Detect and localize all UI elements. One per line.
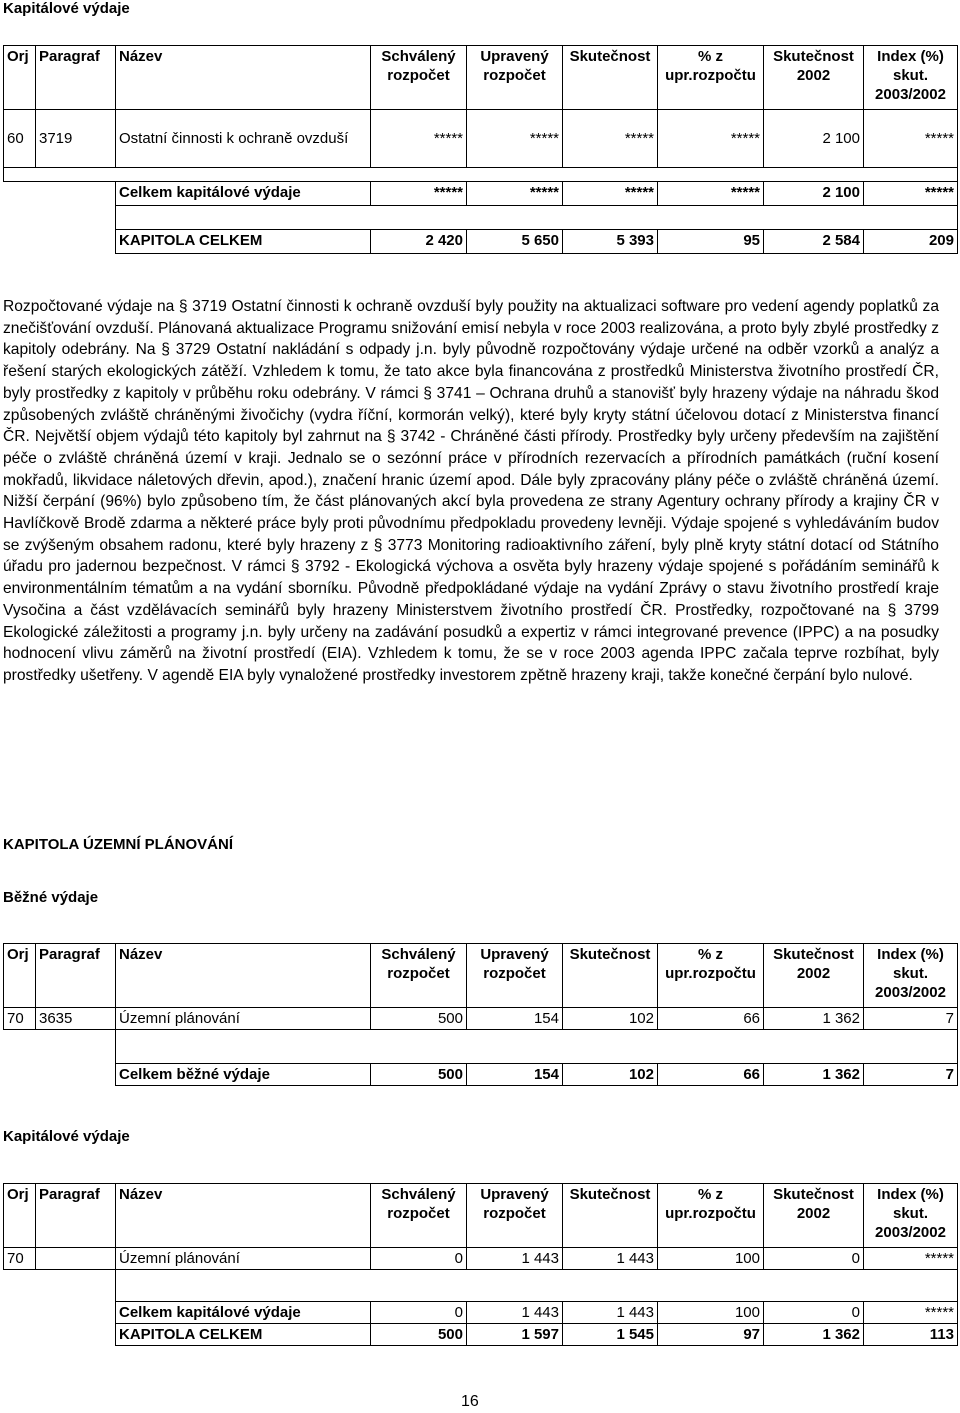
header-schvaleny: Schválený rozpočet [371,1184,467,1248]
cell-skutecnost-2002: 2 100 [764,110,864,168]
header-paragraf: Paragraf [36,46,116,110]
cell-paragraf: 3719 [36,110,116,168]
table-header-row [4,46,958,110]
cell-upraveny: ***** [467,110,563,168]
cell-paragraf [36,1248,116,1270]
table-row [4,1248,958,1270]
total-skutecnost: ***** [563,182,658,206]
header-nazev: Název [116,46,371,110]
cell-orj: 70 [4,1248,36,1270]
header-schvaleny: Schválený rozpočet [371,944,467,1008]
cell-skutecnost: 1 443 [563,1248,658,1270]
kapitola-schvaleny: 2 420 [371,230,467,254]
header-orj: Orj [4,944,36,1008]
header-nazev: Název [116,944,371,1008]
cell-skutecnost-2002: 0 [764,1248,864,1270]
total-skutecnost-2002: 0 [764,1302,864,1324]
total-label: Celkem kapitálové výdaje [116,182,371,206]
table-header-row [4,1184,958,1248]
kapitola-upraveny: 5 650 [467,230,563,254]
table-header-row [4,944,958,1008]
kapitola-index: 113 [864,1324,958,1346]
header-skutecnost: Skutečnost [563,944,658,1008]
total-skutecnost-2002: 2 100 [764,182,864,206]
total-schvaleny: ***** [371,182,467,206]
capital-table-2 [3,1183,958,1346]
total-upraveny: 1 443 [467,1302,563,1324]
spacer-row [4,206,958,230]
kapitola-skutecnost: 5 393 [563,230,658,254]
cell-orj: 60 [4,110,36,168]
cell-index: ***** [864,110,958,168]
cell-skutecnost: ***** [563,110,658,168]
kapitola-procento: 97 [658,1324,764,1346]
header-index: Index (%) skut. 2003/2002 [864,46,958,110]
kapitola-schvaleny: 500 [371,1324,467,1346]
header-procento: % z upr.rozpočtu [658,944,764,1008]
header-procento: % z upr.rozpočtu [658,46,764,110]
header-skutecnost-2002: Skutečnost 2002 [764,1184,864,1248]
kapitola-celkem-row [4,1324,958,1346]
header-skutecnost-2002: Skutečnost 2002 [764,46,864,110]
section-title-capital-2: Kapitálové výdaje [3,1128,130,1145]
total-skutecnost-2002: 1 362 [764,1064,864,1086]
kapitola-skutecnost-2002: 1 362 [764,1324,864,1346]
total-skutecnost: 102 [563,1064,658,1086]
cell-schvaleny: 0 [371,1248,467,1270]
header-upraveny: Upravený rozpočet [467,1184,563,1248]
cell-schvaleny: ***** [371,110,467,168]
total-upraveny: ***** [467,182,563,206]
cell-upraveny: 154 [467,1008,563,1030]
header-upraveny: Upravený rozpočet [467,46,563,110]
spacer-row [4,1030,958,1064]
total-label: Celkem běžné výdaje [116,1064,371,1086]
header-index: Index (%) skut. 2003/2002 [864,944,958,1008]
total-row [4,182,958,206]
cell-procento: 100 [658,1248,764,1270]
current-table [3,943,958,1086]
kapitola-index: 209 [864,230,958,254]
cell-nazev: Územní plánování [116,1008,371,1030]
table-row [4,1008,958,1030]
cell-schvaleny: 500 [371,1008,467,1030]
kapitola-skutecnost-2002: 2 584 [764,230,864,254]
total-skutecnost: 1 443 [563,1302,658,1324]
kapitola-procento: 95 [658,230,764,254]
header-skutecnost: Skutečnost [563,1184,658,1248]
section-title-capital-1: Kapitálové výdaje [3,0,130,17]
cell-nazev: Územní plánování [116,1248,371,1270]
cell-index: 7 [864,1008,958,1030]
kapitola-celkem-row [4,230,958,254]
total-procento: 100 [658,1302,764,1324]
total-procento: ***** [658,182,764,206]
kapitola-upraveny: 1 597 [467,1324,563,1346]
total-index: 7 [864,1064,958,1086]
header-skutecnost: Skutečnost [563,46,658,110]
cell-skutecnost: 102 [563,1008,658,1030]
header-schvaleny: Schválený rozpočet [371,46,467,110]
total-label: Celkem kapitálové výdaje [116,1302,371,1324]
cell-upraveny: 1 443 [467,1248,563,1270]
header-upraveny: Upravený rozpočet [467,944,563,1008]
cell-nazev: Ostatní činnosti k ochraně ovzduší [116,110,371,168]
page-number: 16 [461,1393,479,1410]
cell-paragraf: 3635 [36,1008,116,1030]
spacer-row [4,168,958,182]
header-skutecnost-2002: Skutečnost 2002 [764,944,864,1008]
total-row [4,1064,958,1086]
header-nazev: Název [116,1184,371,1248]
total-schvaleny: 500 [371,1064,467,1086]
chapter-title: KAPITOLA ÚZEMNÍ PLÁNOVÁNÍ [3,836,234,853]
total-index: ***** [864,1302,958,1324]
header-orj: Orj [4,46,36,110]
cell-procento: 66 [658,1008,764,1030]
body-paragraph: Rozpočtované výdaje na § 3719 Ostatní činnosti k ochraně ovzduší byly použity na aktualizaci software pro vedení agendy poplatků za znečišťování ovzduší. Plánovaná aktualizace Programu snižování emisí nebyla v roce 2003 realizována, a proto byly zbylé prostředky z kapitoly odebrány. Na § 3729 Ostatní nakládání s odpady j.n. byly původně rozpočtovány výdaje určené na odběr vzorků a analýz a řešení starých ekologických zátěží. Vzhledem k tomu, že tato akce byla financována z prostředků Ministerstva životního prostředí ČR, byly prostředky z kapitoly v průběhu roku odebrány. V rámci § 3741 – Ochrana druhů a stanovišť byly hrazeny výdaje na náhradu škod způsobených zvláště chráněnými živočichy (vydra říční, kormorán velký), které byly kryty státní účelovou dotací z Ministerstva financí ČR. Největší objem výdajů této kapitoly byl zahrnut na § 3742 - Chráněné části přírody. Prostředky byly určeny především na zajištění péče o zvláště chráněná území v kraji. Jednalo se o sezónní práce v přírodních rezervacích a přírodních památkách (ruční kosení mokřadů, likvidace náletových dřevin, apod.), značení hranic území apod. Dále byly zpracovány plány péče o zvláště chráněná území. Nižší čerpání (96%) bylo způsobeno tím, že část plánovaných akcí byla provedena ze strany Agentury ochrany přírody a krajiny ČR v Havlíčkově Brodě zdarma a některé práce byly proti původnímu předpokladu provedeny levněji. Výdaje spojené s vyhledáváním budov se zvýšeným obsahem radonu, které byly hrazeny z § 3773 Monitoring radioaktivního záření, byly plně kryty státní dotací od Státního úřadu pro jadernou bezpečnost. V rámci § 3792 - Ekologická výchova a osvěta byly hrazeny výdaje spojené s pořádáním seminářů k environmentálním tématům a na vydání sborníku. Původně předpokládané výdaje na vydání Zprávy o stavu životního prostředí kraje Vysočina a část vzdělávacích seminářů byly hrazeny Ministerstvem životního prostředí ČR. Prostředky, rozpočtované na § 3799 Ekologické záležitosti a programy j.n. byly určeny na zadávání posudků a expertiz v rámci integrované prevence (IPPC) a na posudky hodnocení vlivu záměrů na životní prostředí (EIA). Vzhledem k tomu, že se v roce 2003 agenda IPPC začala teprve rozbíhat, byly prostředky ušetřeny. V agendě EIA byly vynaložené prostředky investorem zpětně hrazeny kraji, takže konečné čerpání bylo nulové. [3,298,939,684]
total-schvaleny: 0 [371,1302,467,1324]
header-procento: % z upr.rozpočtu [658,1184,764,1248]
spacer-row [4,1270,958,1302]
total-index: ***** [864,182,958,206]
cell-procento: ***** [658,110,764,168]
section-title-current: Běžné výdaje [3,889,99,906]
header-orj: Orj [4,1184,36,1248]
capital-table-1 [3,45,958,254]
cell-orj: 70 [4,1008,36,1030]
kapitola-celkem-label: KAPITOLA CELKEM [116,1324,371,1346]
header-paragraf: Paragraf [36,1184,116,1248]
header-paragraf: Paragraf [36,944,116,1008]
header-index: Index (%) skut. 2003/2002 [864,1184,958,1248]
kapitola-skutecnost: 1 545 [563,1324,658,1346]
kapitola-celkem-label: KAPITOLA CELKEM [116,230,371,254]
total-upraveny: 154 [467,1064,563,1086]
total-procento: 66 [658,1064,764,1086]
cell-index: ***** [864,1248,958,1270]
cell-skutecnost-2002: 1 362 [764,1008,864,1030]
table-row [4,110,958,168]
total-row [4,1302,958,1324]
